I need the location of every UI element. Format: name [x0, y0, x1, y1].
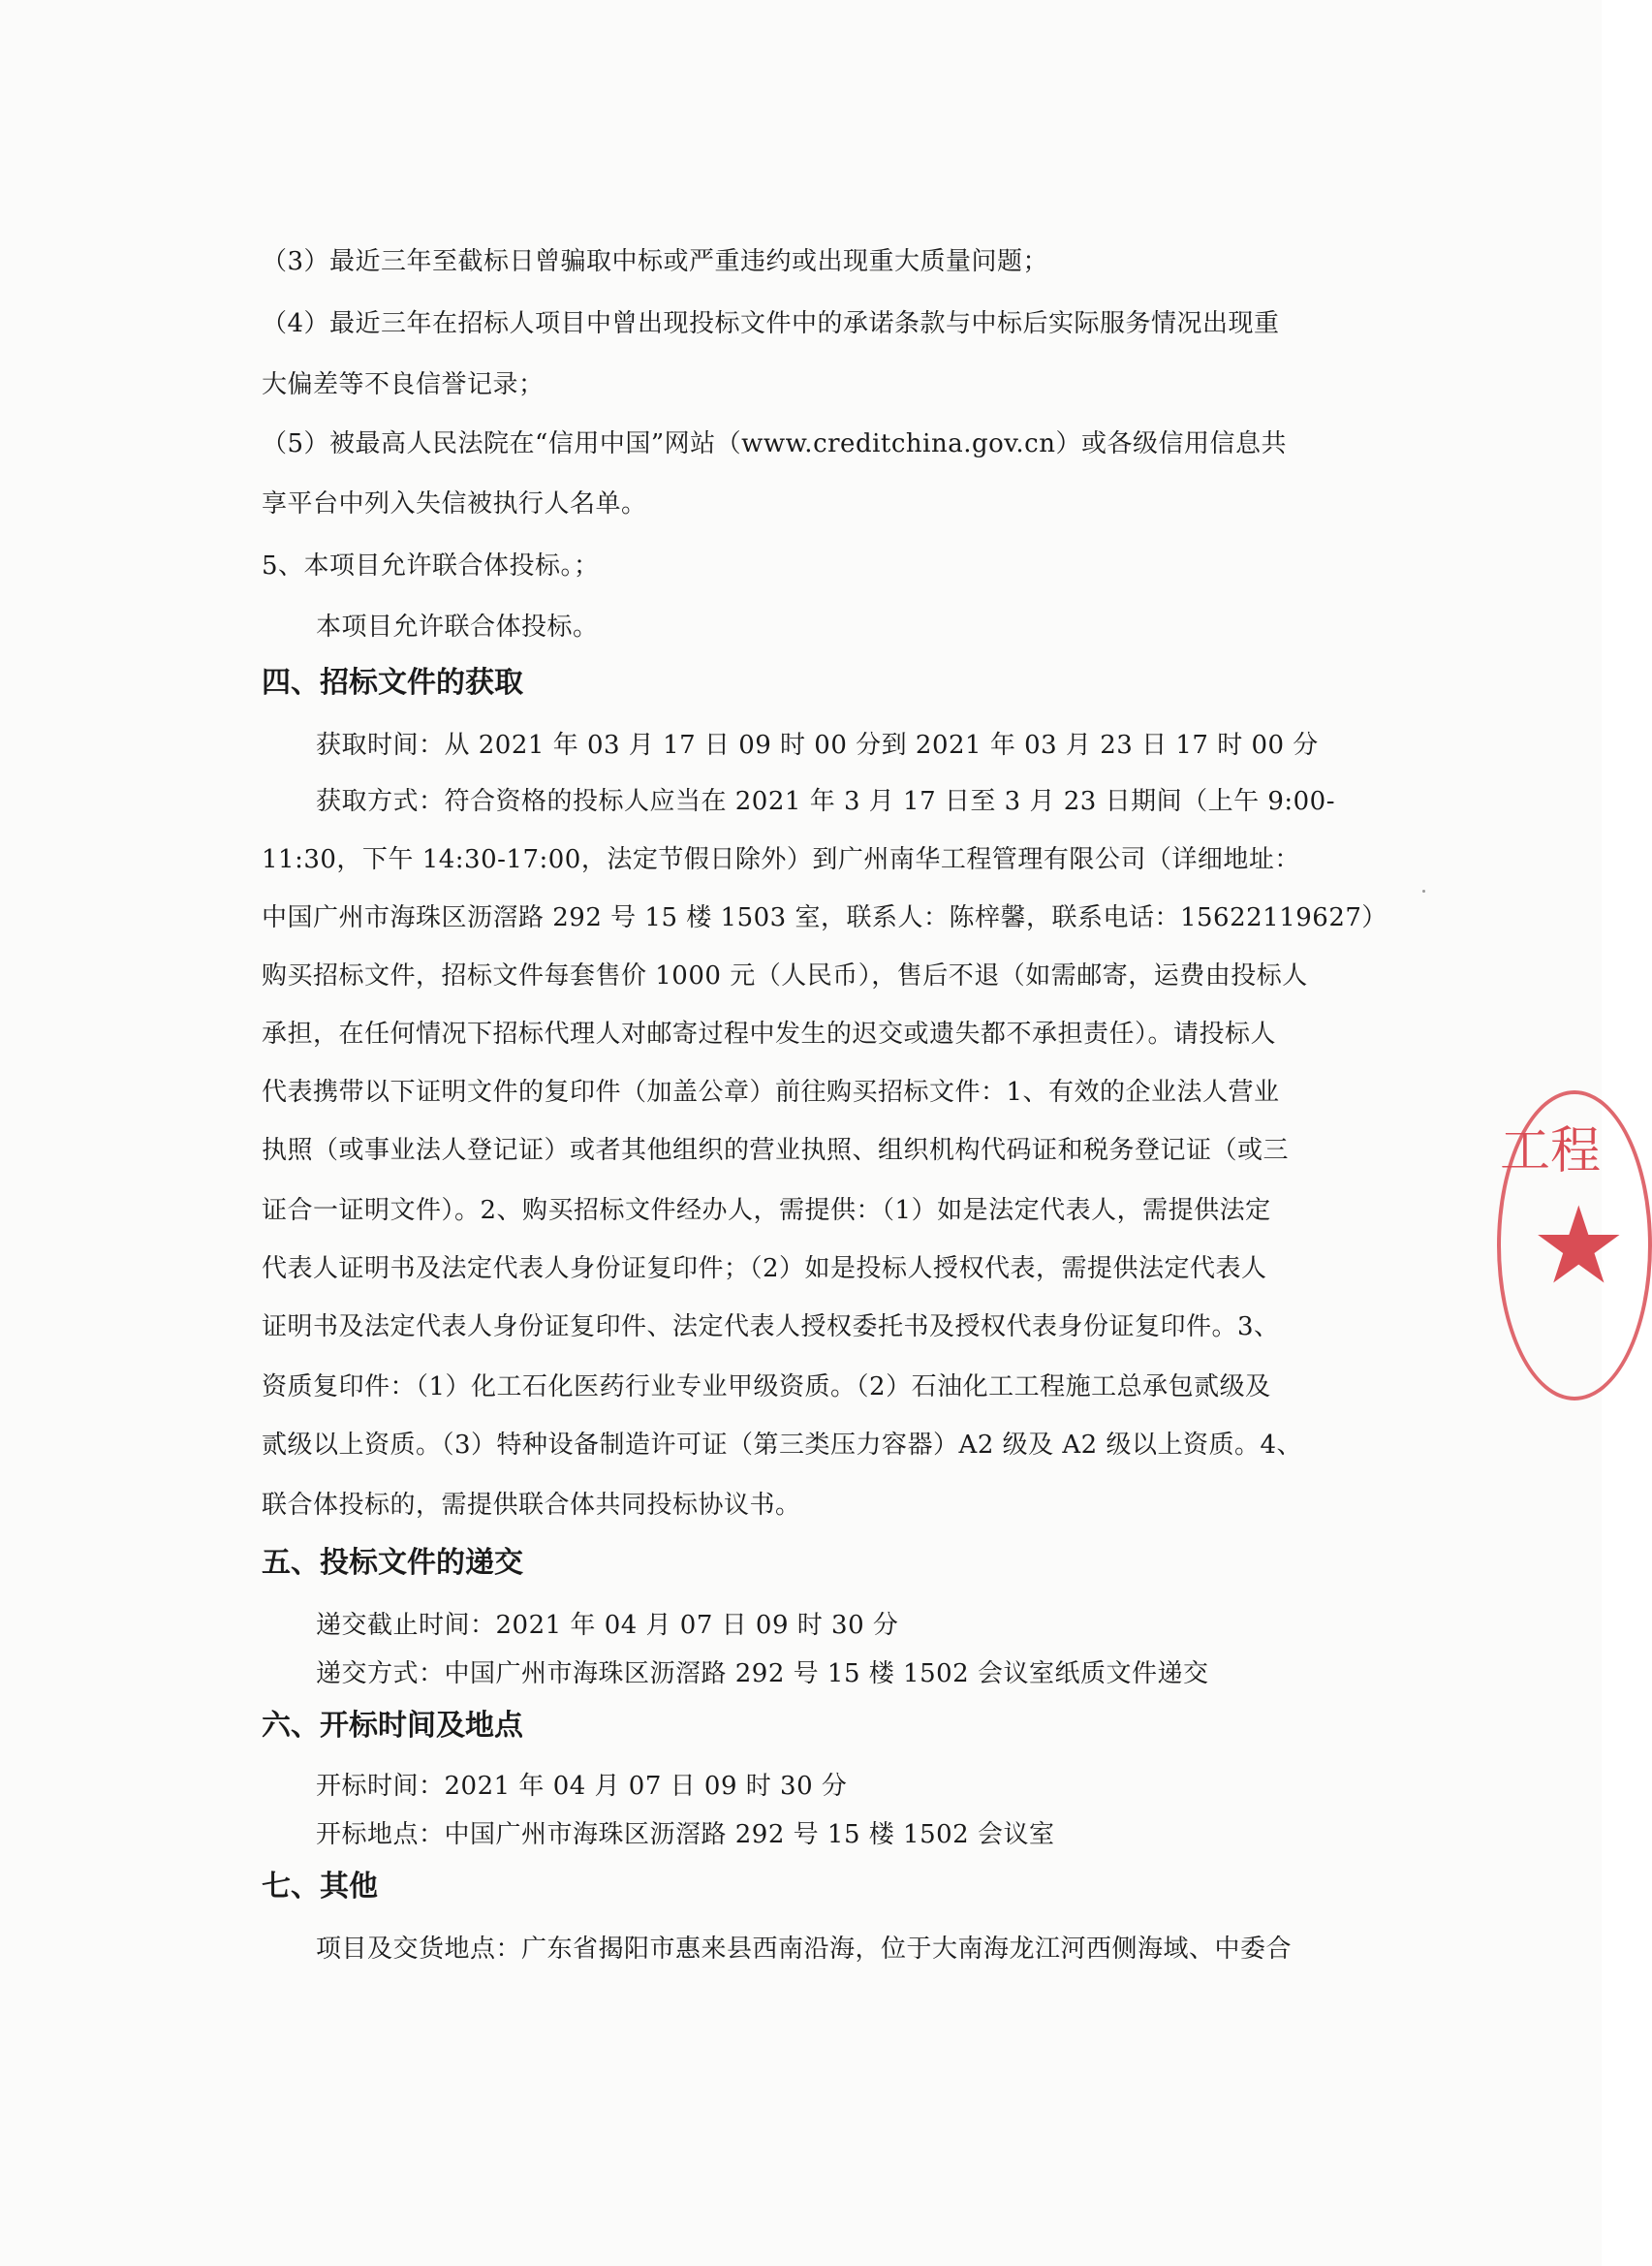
section-4-method-line8: 证合一证明文件）。2、购买招标文件经办人，需提供：（1）如是法定代表人，需提供法定	[262, 1196, 1271, 1225]
item-4-text-line2: 大偏差等不良信誉记录；	[262, 370, 545, 399]
company-seal-text: 工程	[1500, 1122, 1602, 1180]
section-4-heading: 四、招标文件的获取	[262, 666, 523, 700]
section-5-deadline: 递交截止时间：2021 年 04 月 07 日 09 时 30 分	[316, 1611, 899, 1640]
section-4-method-line2: 11:30，下午 14:30-17:00，法定节假日除外）到广州南华工程管理有限公司（详细地址：	[262, 845, 1300, 874]
section-4-method-line3: 中国广州市海珠区沥滘路 292 号 15 楼 1503 室，联系人：陈梓馨，联系电话：15622119627）	[262, 903, 1387, 932]
section-4-method-line13: 联合体投标的，需提供联合体共同投标协议书。	[262, 1491, 801, 1520]
section-4-method-line11: 资质复印件：（1）化工石化医药行业专业甲级资质。（2）石油化工工程施工总承包贰级及	[262, 1372, 1271, 1401]
item-3-text: （3）最近三年至截标日曾骗取中标或严重违约或出现重大质量问题；	[262, 247, 1049, 276]
item-5-text-line1: （5）被最高人民法院在“信用中国”网站（www.creditchina.gov.cn）或各级信用信息共	[262, 429, 1287, 458]
seal-star-icon: ★	[1531, 1183, 1627, 1307]
section-4-method-line4: 购买招标文件，招标文件每套售价 1000 元（人民币），售后不退（如需邮寄，运费由投标人	[262, 961, 1308, 991]
scan-speck	[1422, 890, 1425, 893]
section-7-heading: 七、其他	[262, 1870, 378, 1904]
section-6-time: 开标时间：2021 年 04 月 07 日 09 时 30 分	[316, 1772, 848, 1801]
section-4-method-line6: 代表携带以下证明文件的复印件（加盖公章）前往购买招标文件：1、有效的企业法人营业	[262, 1078, 1280, 1107]
section-6-heading: 六、开标时间及地点	[262, 1709, 523, 1743]
section-4-method-line10: 证明书及法定代表人身份证复印件、法定代表人授权委托书及授权代表身份证复印件。3、	[262, 1312, 1280, 1341]
section-4-method-line7: 执照（或事业法人登记证）或者其他组织的营业执照、组织机构代码证和税务登记证（或三	[262, 1136, 1290, 1165]
section-6-place: 开标地点：中国广州市海珠区沥滘路 292 号 15 楼 1502 会议室	[316, 1820, 1055, 1849]
consortium-clause: 5、本项目允许联合体投标。；	[262, 551, 600, 581]
section-4-method-line5: 承担，在任何情况下招标代理人对邮寄过程中发生的迟交或遗失都不承担责任）。请投标人	[262, 1020, 1277, 1049]
section-4-time: 获取时间：从 2021 年 03 月 17 日 09 时 00 分到 2021 年 03 月 23 日 17 时 00 分	[316, 731, 1319, 760]
section-5-heading: 五、投标文件的递交	[262, 1546, 523, 1580]
section-7-location: 项目及交货地点：广东省揭阳市惠来县西南沿海，位于大南海龙江河西侧海域、中委合	[316, 1935, 1293, 1964]
consortium-note: 本项目允许联合体投标。	[316, 613, 599, 642]
section-4-method-line9: 代表人证明书及法定代表人身份证复印件；（2）如是投标人授权代表，需提供法定代表人	[262, 1254, 1267, 1283]
section-5-method: 递交方式：中国广州市海珠区沥滘路 292 号 15 楼 1502 会议室纸质文件递交	[316, 1659, 1209, 1688]
item-4-text-line1: （4）最近三年在招标人项目中曾出现投标文件中的承诺条款与中标后实际服务情况出现重	[262, 309, 1280, 338]
item-5-text-line2: 享平台中列入失信被执行人名单。	[262, 489, 647, 519]
section-4-method-line12: 贰级以上资质。（3）特种设备制造许可证（第三类压力容器）A2 级及 A2 级以上资质。4、	[262, 1431, 1303, 1460]
section-4-method-line1: 获取方式：符合资格的投标人应当在 2021 年 3 月 17 日至 3 月 23 日期间（上午 9:00-	[316, 787, 1336, 816]
